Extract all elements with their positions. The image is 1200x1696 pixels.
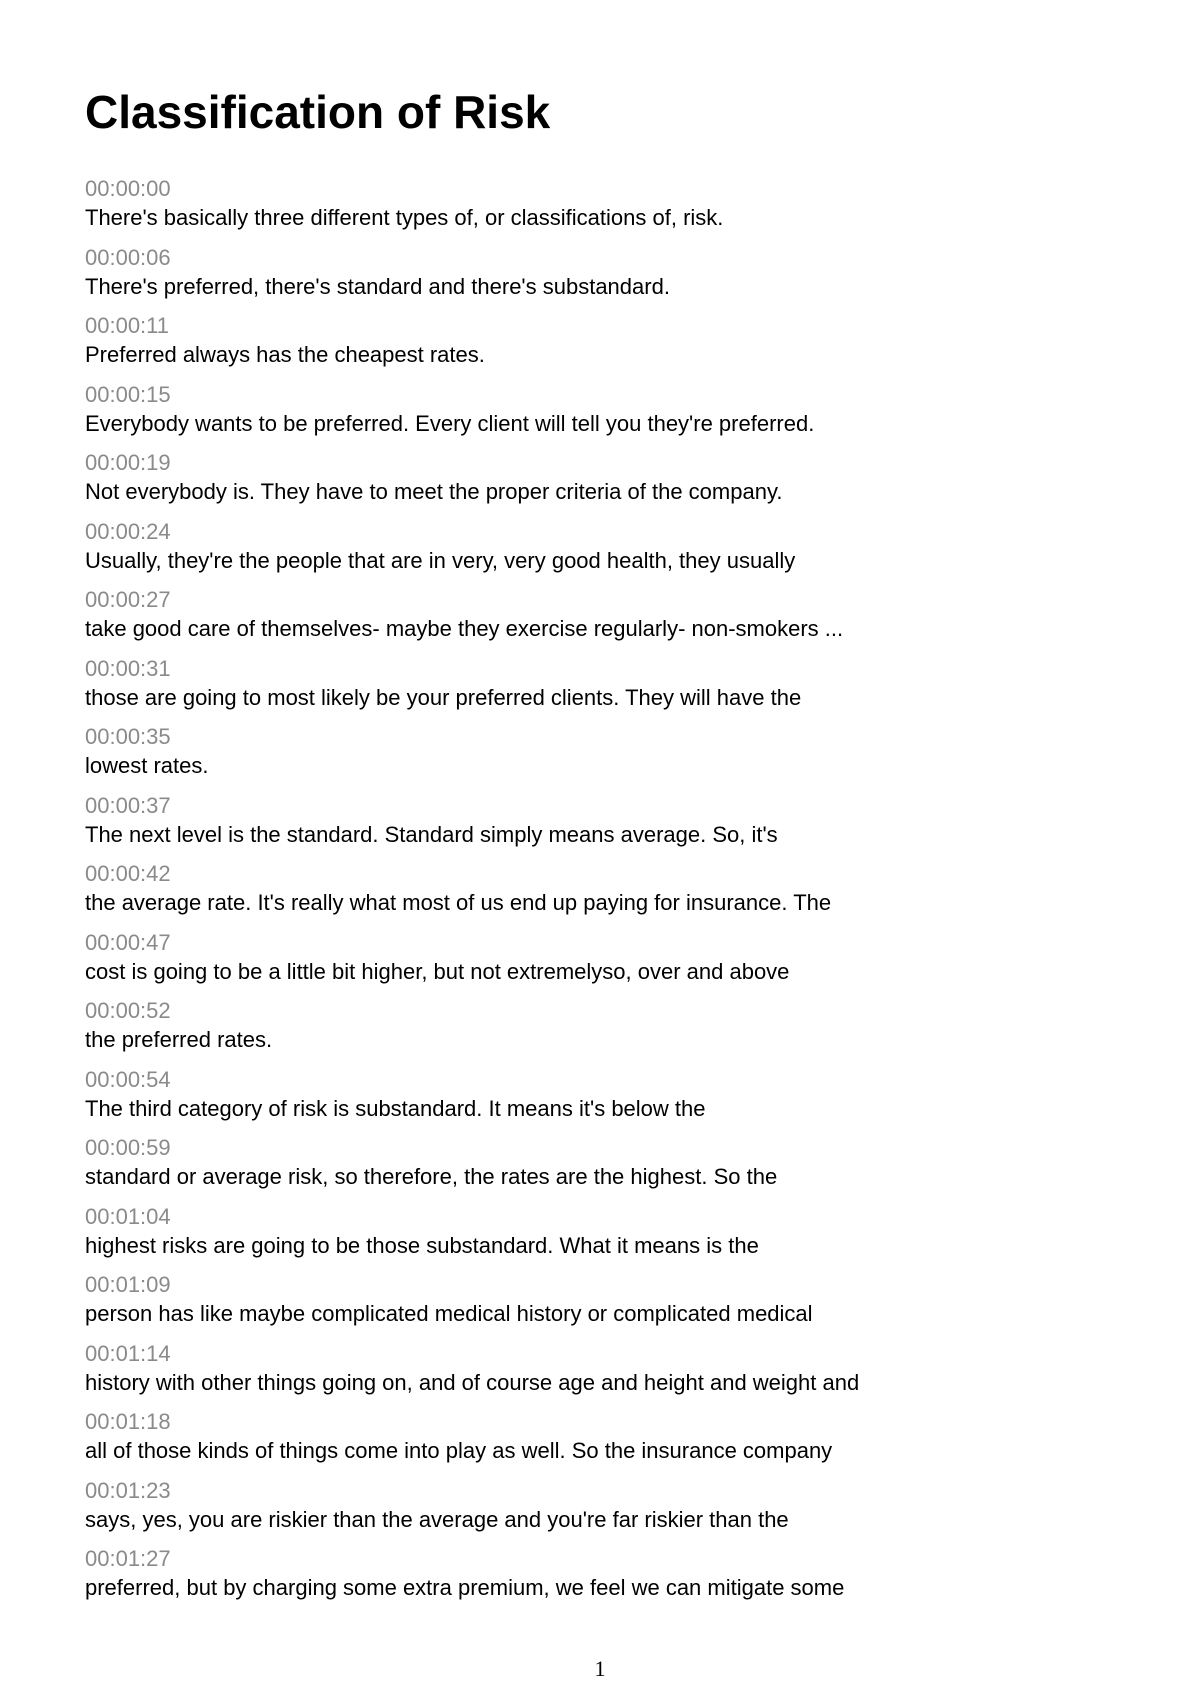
timestamp: 00:00:31 xyxy=(85,655,171,681)
timestamp: 00:01:18 xyxy=(85,1409,171,1434)
transcript-entry xyxy=(85,655,1125,724)
page-number: 1 xyxy=(594,1656,606,1681)
timestamp: 00:01:14 xyxy=(85,1340,171,1366)
transcript-entry xyxy=(85,792,1125,861)
transcript-entry xyxy=(85,1134,1125,1203)
timestamp: 00:01:23 xyxy=(85,1477,171,1503)
transcript-entry xyxy=(85,1477,1125,1546)
caption-text: There's basically three different types of, or classifications of, risk. xyxy=(85,205,724,230)
caption-text: Not everybody is. They have to meet the proper criteria of the company. xyxy=(85,479,783,504)
transcript-list xyxy=(85,175,1125,1614)
timestamp: 00:00:06 xyxy=(85,244,171,270)
caption-text: highest risks are going to be those substandard. What it means is the xyxy=(85,1232,759,1258)
caption-text: There's preferred, there's standard and there's substandard. xyxy=(85,273,670,299)
transcript-entry xyxy=(85,1066,1125,1135)
caption-text: preferred, but by charging some extra premium, we feel we can mitigate some xyxy=(85,1575,845,1600)
transcript-entry xyxy=(85,1203,1125,1272)
caption-text: the average rate. It's really what most of us end up paying for insurance. The xyxy=(85,890,832,915)
timestamp: 00:01:09 xyxy=(85,1272,171,1297)
transcript-entry xyxy=(85,1408,1125,1477)
caption-text: standard or average risk, so therefore, the rates are the highest. So the xyxy=(85,1164,778,1189)
transcript-entry xyxy=(85,723,1125,792)
timestamp: 00:00:52 xyxy=(85,998,171,1023)
timestamp: 00:00:42 xyxy=(85,861,171,886)
timestamp: 00:01:27 xyxy=(85,1546,171,1571)
document-title: Classification of Risk xyxy=(85,86,551,138)
caption-text: all of those kinds of things come into play as well. So the insurance company xyxy=(85,1438,833,1463)
timestamp: 00:00:00 xyxy=(85,176,171,201)
caption-text: those are going to most likely be your preferred clients. They will have the xyxy=(85,684,802,710)
timestamp: 00:00:19 xyxy=(85,450,171,475)
timestamp: 00:00:27 xyxy=(85,587,171,612)
caption-text: Everybody wants to be preferred. Every client will tell you they're preferred. xyxy=(85,410,815,436)
timestamp: 00:00:11 xyxy=(85,313,170,338)
caption-text: take good care of themselves- maybe they exercise regularly- non-smokers ... xyxy=(85,616,844,641)
caption-text: cost is going to be a little bit higher, but not extremelyso, over and above xyxy=(85,958,790,984)
timestamp: 00:00:15 xyxy=(85,381,171,407)
caption-text: lowest rates. xyxy=(85,753,209,778)
transcript-entry xyxy=(85,244,1125,313)
caption-text: Preferred always has the cheapest rates. xyxy=(85,342,485,367)
timestamp: 00:00:59 xyxy=(85,1135,171,1160)
timestamp: 00:00:24 xyxy=(85,518,171,544)
caption-text: the preferred rates. xyxy=(85,1027,273,1052)
caption-text: says, yes, you are riskier than the average and you're far riskier than the xyxy=(85,1506,789,1532)
transcript-entry xyxy=(85,860,1125,929)
transcript-entry xyxy=(85,997,1125,1066)
timestamp: 00:00:54 xyxy=(85,1066,171,1092)
timestamp: 00:00:37 xyxy=(85,792,171,818)
timestamp: 00:01:04 xyxy=(85,1203,171,1229)
caption-text: history with other things going on, and of course age and height and weight and xyxy=(85,1369,860,1395)
caption-text: Usually, they're the people that are in very, very good health, they usually xyxy=(85,547,796,573)
transcript-entry xyxy=(85,449,1125,518)
timestamp: 00:00:35 xyxy=(85,724,171,749)
transcript-entry xyxy=(85,586,1125,655)
transcript-entry xyxy=(85,312,1125,381)
transcript-entry xyxy=(85,175,1125,244)
timestamp: 00:00:47 xyxy=(85,929,171,955)
transcript-entry xyxy=(85,929,1125,998)
caption-text: The third category of risk is substandard. It means it's below the xyxy=(85,1095,706,1121)
transcript-entry xyxy=(85,1340,1125,1409)
caption-text: The next level is the standard. Standard simply means average. So, it's xyxy=(85,821,778,847)
transcript-entry xyxy=(85,1271,1125,1340)
transcript-entry xyxy=(85,1545,1125,1614)
transcript-entry xyxy=(85,381,1125,450)
transcript-entry xyxy=(85,518,1125,587)
caption-text: person has like maybe complicated medical history or complicated medical xyxy=(85,1301,813,1326)
